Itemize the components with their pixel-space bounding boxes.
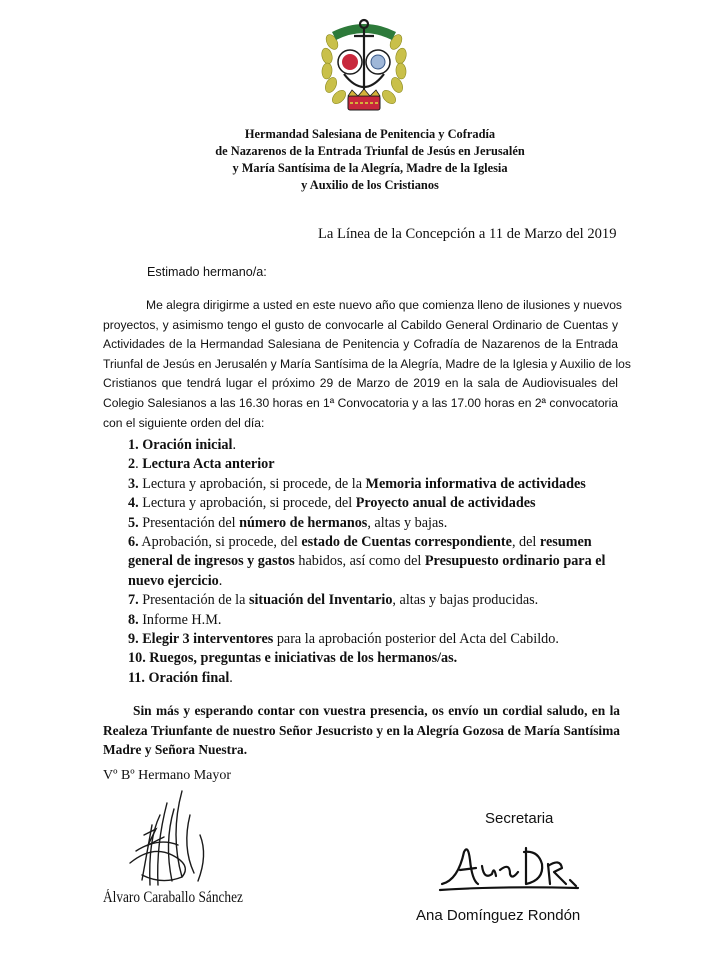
body-paragraph (103, 296, 631, 433)
body-line: proyectos, y asimismo tengo el gusto de convocarle al Cabildo General Ordinario de Cuentas y (103, 317, 618, 332)
secretary-label: Secretaria (485, 810, 554, 827)
body-line: Actividades de la Hermandad Salesiana de Penitencia y Cofradía de Nazarenos de la Entrada (103, 337, 618, 352)
secretary-name: Ana Domínguez Rondón (416, 907, 581, 924)
agenda-item-1: 1. Oración inicial. (128, 437, 236, 453)
agenda-item-10: 10. Ruegos, preguntas e iniciativas de los hermanos/as. (128, 650, 458, 667)
body-line: con el siguiente orden del día: (103, 415, 265, 430)
greeting: Estimado hermano/a: (147, 265, 267, 279)
closing-line: Realeza Triunfante de nuestro Señor Jesucristo y en la Alegría Gozosa de María Santísima (103, 722, 620, 738)
org-line: y Auxilio de los Cristianos (301, 178, 439, 192)
hermano-mayor-signature (112, 785, 222, 900)
date-line: La Línea de la Concepción a 11 de Marzo del 2019 (318, 226, 617, 242)
closing-line: Madre y Señora Nuestra. (103, 742, 248, 758)
agenda-item-6: 6. Aprobación, si procede, del estado de Cuentas correspondiente, del resumen general de ingresos y gastos habidos, así como del Presupuesto ordinario para el nuevo ejercicio. (128, 534, 606, 589)
agenda-item-7: 7. Presentación de la situación del Inventario, altas y bajas producidas. (128, 592, 539, 609)
body-line: Colegio Salesianos a las 16.30 horas en 1ª Convocatoria y a las 17.00 horas en 2ª convocatoria (103, 395, 618, 410)
org-line: de Nazarenos de la Entrada Triunfal de Jesús en Jerusalén (215, 144, 525, 158)
agenda-item-9: 9. Elegir 3 interventores para la aprobación posterior del Acta del Cabildo. (128, 631, 559, 648)
closing-line: Sin más y esperando contar con vuestra presencia, os envío un cordial saludo, en la (133, 703, 620, 718)
approval-label: Vº Bº Hermano Mayor (103, 768, 232, 783)
body-line: Triunfal de Jesús en Jerusalén y María Santísima de la Alegría, Madre de la Iglesia y Auxilio de los (103, 356, 631, 371)
agenda-list (128, 436, 618, 688)
closing-paragraph (103, 701, 620, 760)
org-line: Hermandad Salesiana de Penitencia y Cofradía (244, 127, 496, 141)
agenda-item-2: 2. Lectura Acta anterior (128, 456, 275, 473)
agenda-item-3: 3. Lectura y aprobación, si procede, de la Memoria informativa de actividades (128, 475, 586, 492)
body-line: Me alegra dirigirme a usted en este nuevo año que comienza lleno de ilusiones y nuevos (146, 298, 622, 312)
brotherhood-crest-icon (318, 12, 410, 118)
organization-name (180, 126, 560, 194)
body-line: Cristianos que tendrá lugar el próximo 29 de Marzo de 2019 en la sala de Audiovisuales del (103, 376, 618, 391)
agenda-item-5: 5. Presentación del número de hermanos, altas y bajas. (128, 514, 448, 531)
hermano-mayor-name: Álvaro Caraballo Sánchez (103, 889, 243, 906)
agenda-item-11: 11. Oración final. (128, 669, 233, 686)
agenda-item-4: 4. Lectura y aprobación, si procede, del Proyecto anual de actividades (128, 495, 536, 512)
agenda-item-8: 8. Informe H.M. (128, 611, 222, 628)
secretary-signature (438, 840, 588, 895)
org-line: y María Santísima de la Alegría, Madre de la Iglesia (232, 161, 508, 175)
